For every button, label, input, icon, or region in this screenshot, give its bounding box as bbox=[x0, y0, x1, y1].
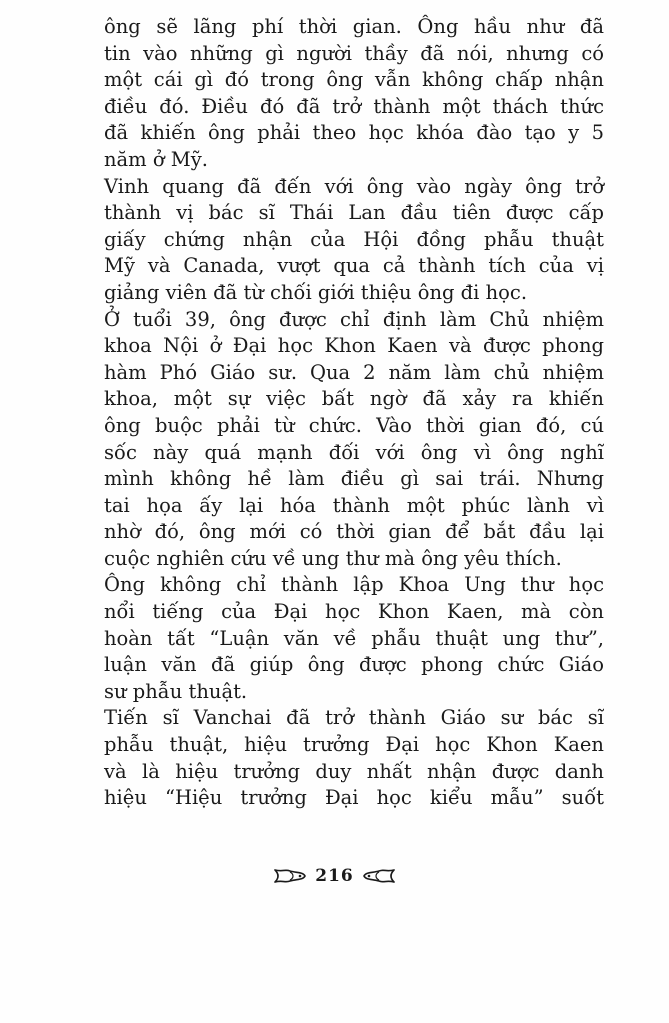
page-number: 216 bbox=[315, 866, 354, 886]
text-line: phẫu thuật, hiệu trưởng Đại học Khon Kaen bbox=[104, 733, 604, 757]
text-line: tai họa ấy lại hóa thành một phúc lành vì bbox=[104, 493, 604, 517]
text-line: mình không hề làm điều gì sai trái. Nhưng bbox=[104, 467, 604, 491]
fish-ornament-left-icon bbox=[273, 866, 307, 886]
text-line: sư phẫu thuật. bbox=[104, 679, 248, 703]
text-line: thành vị bác sĩ Thái Lan đầu tiên được cấp bbox=[104, 201, 604, 225]
text-line: khoa Nội ở Đại học Khon Kaen và được phong bbox=[104, 334, 604, 358]
text-line: một cái gì đó trong ông vẫn không chấp nhận bbox=[104, 68, 604, 92]
text-line: Mỹ và Canada, vượt qua cả thành tích của vị bbox=[104, 254, 604, 278]
text-line: luận văn đã giúp ông được phong chức Giáo bbox=[104, 653, 604, 677]
text-line: ông sẽ lãng phí thời gian. Ông hầu như đã bbox=[104, 15, 604, 38]
text-line: hiệu “Hiệu trưởng Đại học kiểu mẫu” suốt bbox=[104, 786, 604, 810]
text-line: và là hiệu trưởng duy nhất nhận được danh bbox=[104, 759, 604, 783]
text-line: sốc này quá mạnh đối với ông vì ông nghĩ bbox=[104, 440, 604, 464]
text-line: đã khiến ông phải theo học khóa đào tạo y 5 bbox=[104, 121, 604, 145]
text-line: nổi tiếng của Đại học Khon Kaen, mà còn bbox=[104, 600, 604, 624]
text-line: nhờ đó, ông mới có thời gian để bắt đầu lại bbox=[104, 520, 604, 544]
text-line: hàm Phó Giáo sư. Qua 2 năm làm chủ nhiệm bbox=[104, 360, 604, 384]
fish-ornament-right-icon bbox=[362, 866, 396, 886]
text-line: giảng viên đã từ chối giới thiệu ông đi học. bbox=[104, 280, 528, 304]
text-line: điều đó. Điều đó đã trở thành một thách thức bbox=[104, 94, 604, 118]
text-line: Vinh quang đã đến với ông vào ngày ông trở bbox=[104, 174, 604, 198]
text-line: khoa, một sự việc bất ngờ đã xảy ra khiến bbox=[104, 387, 604, 411]
text-line: giấy chứng nhận của Hội đồng phẫu thuật bbox=[104, 227, 604, 251]
text-line: cuộc nghiên cứu về ung thư mà ông yêu thích. bbox=[104, 546, 562, 570]
body-text bbox=[104, 14, 604, 812]
text-line: Tiến sĩ Vanchai đã trở thành Giáo sư bác sĩ bbox=[104, 706, 604, 730]
text-line: tin vào những gì người thầy đã nói, nhưng có bbox=[104, 41, 604, 65]
text-line: năm ở Mỹ. bbox=[104, 147, 208, 171]
text-line: Ông không chỉ thành lập Khoa Ung thư học bbox=[104, 573, 604, 597]
page-footer bbox=[0, 862, 669, 890]
text-line: hoàn tất “Luận văn về phẫu thuật ung thư”, bbox=[104, 626, 604, 650]
text-line: ông buộc phải từ chức. Vào thời gian đó, cú bbox=[104, 413, 604, 437]
text-line: Ở tuổi 39, ông được chỉ định làm Chủ nhiệm bbox=[104, 307, 604, 331]
